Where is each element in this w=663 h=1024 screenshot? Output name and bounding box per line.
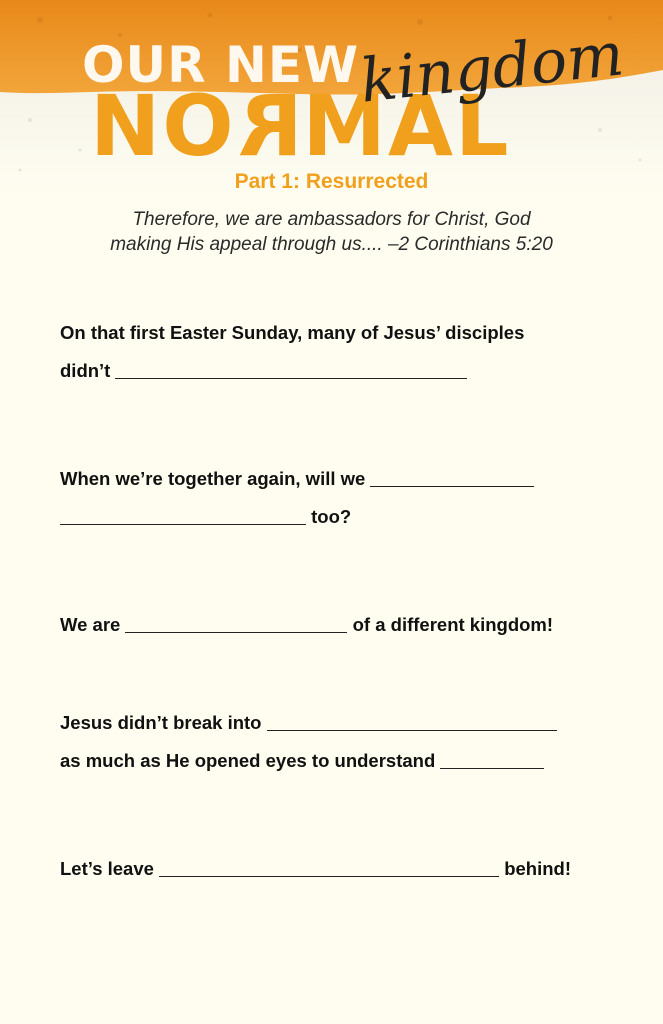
question-5: Let’s leave behind! — [60, 858, 572, 879]
question-2-line-2: too? — [60, 498, 620, 536]
logo-our-new: OUR NEW — [82, 36, 360, 94]
question-4-line-1: Jesus didn’t break into — [60, 704, 620, 742]
fill-in-blank[interactable] — [440, 750, 544, 769]
fill-in-blank[interactable] — [159, 858, 499, 877]
fill-in-blank[interactable] — [115, 360, 467, 379]
question-1-line-2: didn’t — [60, 352, 620, 390]
scripture-verse — [40, 207, 623, 257]
logo-kingdom-script: kingdom — [357, 19, 627, 117]
question-1-line-1: On that first Easter Sunday, many of Jesus’ disciples — [60, 322, 525, 343]
fill-in-blank[interactable] — [125, 614, 347, 633]
fill-in-blank[interactable] — [370, 468, 534, 487]
question-4-line-2: as much as He opened eyes to understand — [60, 742, 620, 780]
question-3: We are of a different kingdom! — [60, 614, 554, 635]
logo-normal: NORMAL — [90, 77, 511, 175]
question-4 — [60, 704, 620, 780]
question-2 — [60, 460, 620, 536]
part-title: Part 1: Resurrected — [234, 170, 429, 193]
question-2-line-1: When we’re together again, will we — [60, 460, 620, 498]
fill-in-blank[interactable] — [267, 712, 557, 731]
verse-line-2: making His appeal through us.... –2 Corinthians 5:20 — [110, 234, 553, 255]
header-banner — [0, 0, 663, 190]
question-1 — [60, 314, 620, 390]
verse-line-1: Therefore, we are ambassadors for Christ, God — [132, 209, 531, 230]
fill-in-blank[interactable] — [60, 506, 306, 525]
